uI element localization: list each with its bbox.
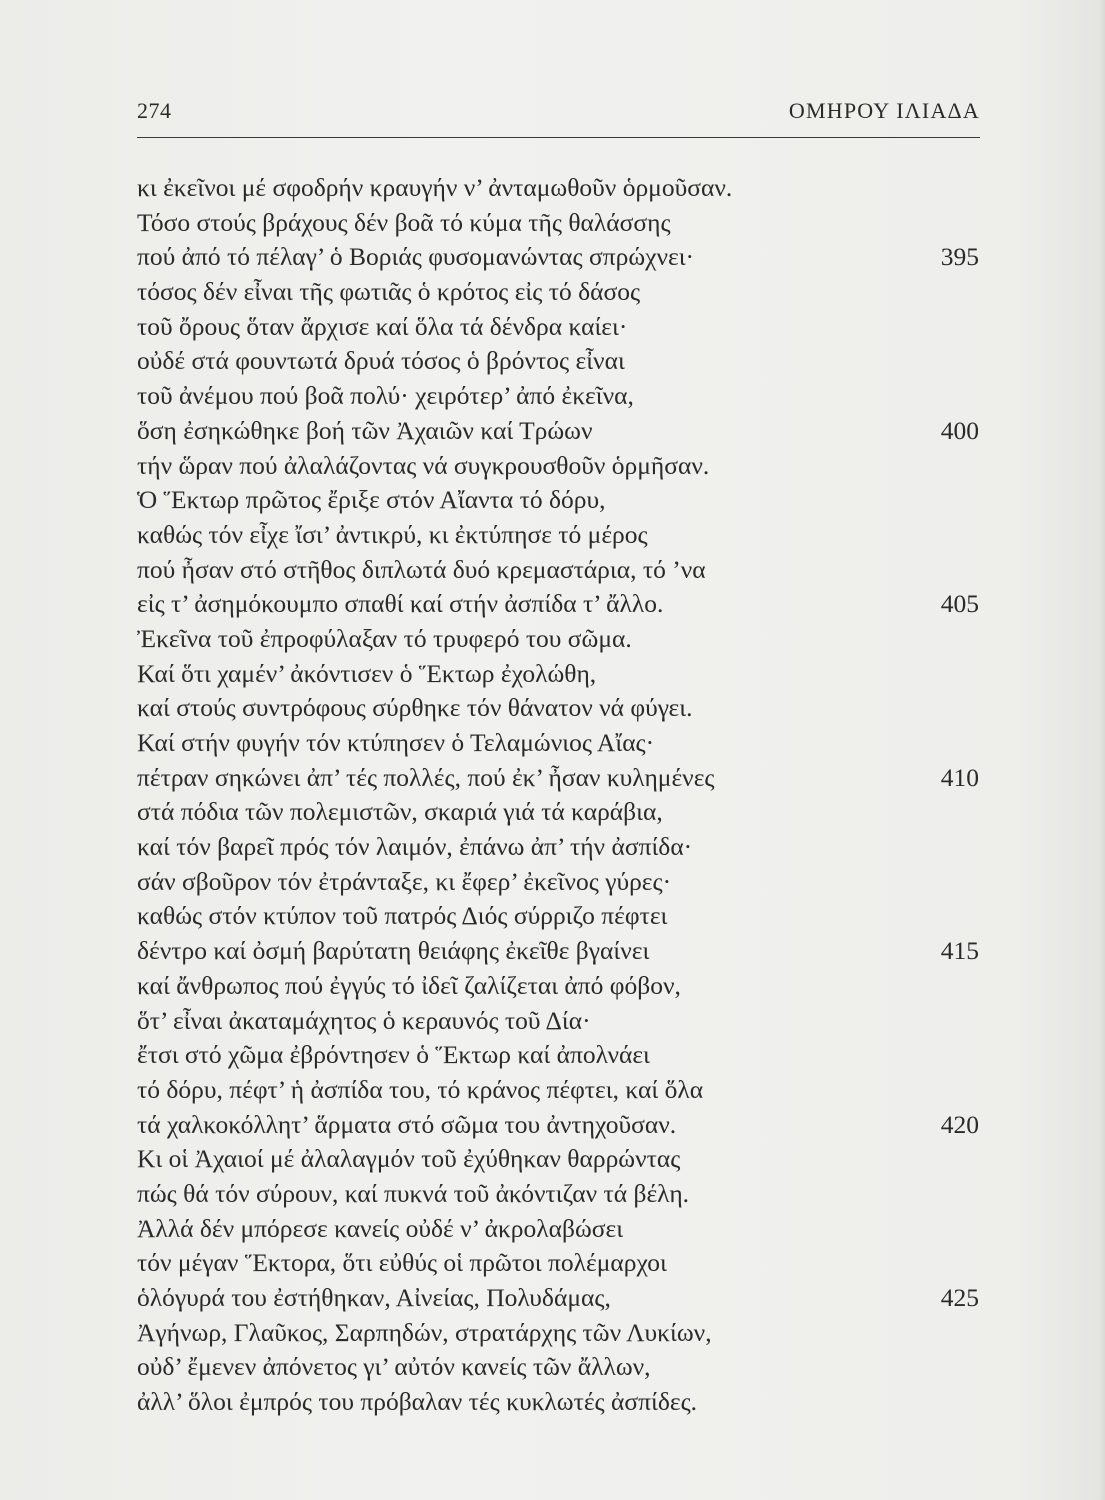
page-header	[137, 98, 980, 134]
verse-line	[137, 795, 987, 830]
verse-text: τοῦ ὄρους ὅταν ἄρχισε καί ὅλα τά δένδρα καίει·	[137, 311, 628, 341]
verse-text: Κι οἱ Ἀχαιοί μέ ἀλαλαγμόν τοῦ ἐχύθηκαν θαρρώντας	[137, 1144, 681, 1174]
line-number: 425	[940, 1283, 979, 1312]
verse-line	[137, 344, 987, 379]
verse-text: κι ἐκεῖνοι μέ σφοδρήν κραυγήν ν’ ἀνταμωθοῦν ὁρμοῦσαν.	[137, 173, 733, 202]
verse-text: τόσος δέν εἶναι τῆς φωτιᾶς ὁ κρότος εἰς τό δάσος	[137, 277, 641, 307]
line-number: 410	[940, 762, 979, 792]
verse-line	[137, 553, 987, 588]
line-number: 415	[940, 936, 979, 966]
verse-line	[137, 899, 987, 934]
verse-line	[137, 761, 987, 796]
verse-text: Ἀγήνωρ, Γλαῦκος, Σαρπηδών, στρατάρχης τῶν Λυκίων,	[137, 1317, 712, 1347]
verse-text: τό δόρυ, πέφτ’ ἡ ἀσπίδα του, τό κράνος πέφτει, καί ὅλα	[137, 1074, 704, 1104]
line-number: 400	[940, 415, 979, 445]
verse-text: τόν μέγαν Ἕκτορα, ὅτι εὐθύς οἱ πρῶτοι πολέμαρχοι	[137, 1248, 667, 1278]
verse-text: τά χαλκοκόλλητ’ ἅρματα στό σῶμα του ἀντηχοῦσαν.	[137, 1109, 677, 1139]
verse-text: ὅση ἐσηκώθηκε βοή τῶν Ἀχαιῶν καί Τρώων	[137, 415, 593, 445]
verse-text: οὐδ’ ἔμενεν ἀπόνετος γι’ αὐτόν κανείς τῶν ἄλλων,	[137, 1352, 651, 1382]
page-edge-shadow	[1099, 0, 1105, 1500]
verse-text: ἀλλ’ ὅλοι ἐμπρός του πρόβαλαν τές κυκλωτές ἀσπίδες.	[137, 1387, 698, 1417]
verse-line	[137, 240, 987, 275]
verse-text: ὅτ’ εἶναι ἀκαταμάχητος ὁ κεραυνός τοῦ Δία·	[137, 1005, 591, 1035]
verse-line	[137, 1350, 987, 1385]
verse-line	[137, 1177, 987, 1212]
verse-line	[137, 830, 987, 865]
verse-text: τήν ὥραν πού ἀλαλάζοντας νά συγκρουσθοῦν ὁρμῆσαν.	[137, 450, 710, 480]
verse-line	[137, 1212, 987, 1247]
header-rule	[137, 137, 980, 138]
verse-text: οὐδέ στά φουντωτά δρυά τόσος ὁ βρόντος εἶναι	[137, 346, 625, 376]
verse-line	[137, 275, 987, 310]
line-number: 420	[940, 1109, 979, 1139]
verse-line	[137, 622, 987, 657]
verse-line	[137, 1142, 987, 1177]
verse-line	[137, 691, 987, 726]
verse-line	[137, 1316, 987, 1351]
verse-text: καθώς στόν κτύπον τοῦ πατρός Διός σύρριζο πέφτει	[137, 901, 668, 931]
verse-line	[137, 449, 987, 484]
verse-text: καί στούς συντρόφους σύρθηκε τόν θάνατον νά φύγει.	[137, 693, 693, 723]
page-number: 274	[137, 98, 172, 123]
verse-line	[137, 310, 987, 345]
line-number: 395	[940, 242, 979, 272]
verse-text: καθώς τόν εἶχε ἴσι’ ἀντικρύ, κι ἐκτύπησε τό μέρος	[137, 519, 648, 549]
verse-text: τοῦ ἀνέμου πού βοᾶ πολύ· χειρότερ’ ἀπό ἐκεῖνα,	[137, 381, 634, 411]
running-title: ΟΜΗΡΟΥ ΙΛΙΑΔΑ	[788, 98, 980, 123]
verse-line	[137, 483, 987, 518]
verse-line	[137, 969, 987, 1004]
verse-line	[137, 206, 987, 241]
verse-text: στά πόδια τῶν πολεμιστῶν, σκαριά γιά τά καράβια,	[137, 797, 663, 827]
verse-line	[137, 1281, 987, 1316]
verse-line	[137, 934, 987, 969]
verse-line	[137, 518, 987, 553]
verse-text: Τόσο στούς βράχους δέν βοᾶ τό κύμα τῆς θαλάσσης	[137, 207, 671, 237]
verse-line	[137, 1385, 987, 1420]
verse-text: Ὁ Ἕκτωρ πρῶτος ἔριξε στόν Αἴαντα τό δόρυ,	[137, 485, 606, 515]
verse-text: σάν σβοῦρον τόν ἐτράνταξε, κι ἔφερ’ ἐκεῖνος γύρες·	[137, 866, 672, 896]
verse-text: Καί ὅτι χαμέν’ ἀκόντισεν ὁ Ἕκτωρ ἐχολώθη,	[137, 658, 597, 688]
verse-line	[137, 1108, 987, 1143]
verse-text: Καί στήν φυγήν τόν κτύπησεν ὁ Τελαμώνιος Αἴας·	[137, 728, 655, 757]
verse-text: ἔτσι στό χῶμα ἐβρόντησεν ὁ Ἕκτωρ καί ἀπολνάει	[137, 1040, 650, 1070]
verse-text: Ἀλλά δέν μπόρεσε κανείς οὐδέ ν’ ἀκρολαβώσει	[137, 1213, 624, 1243]
verse-line	[137, 1038, 987, 1073]
verse-text: πώς θά τόν σύρουν, καί πυκνά τοῦ ἀκόντιζαν τά βέλη.	[137, 1178, 690, 1208]
verse-line	[137, 1246, 987, 1281]
verse-text: καί ἄνθρωπος πού ἐγγύς τό ἰδεῖ ζαλίζεται ἀπό φόβον,	[137, 970, 681, 1000]
verse-line	[137, 726, 987, 761]
line-number: 405	[940, 589, 979, 619]
verse-list	[137, 171, 987, 1420]
verse-text: πέτραν σηκώνει ἀπ’ τές πολλές, πού ἐκ’ ἦσαν κυλημένες	[137, 762, 715, 792]
verse-line	[137, 379, 987, 414]
verse-text: καί τόν βαρεῖ πρός τόν λαιμόν, ἐπάνω ἀπ’ τήν ἀσπίδα·	[137, 832, 693, 862]
verse-text: Ἐκεῖνα τοῦ ἐπροφύλαξαν τό τρυφερό του σῶμα.	[137, 623, 632, 653]
verse-line	[137, 1004, 987, 1039]
verse-text: ὁλόγυρά του ἐστήθηκαν, Αἰνείας, Πολυδάμας,	[137, 1283, 611, 1312]
verse-text: πού ἦσαν στό στῆθος διπλωτά δυό κρεμαστάρια, τό ’να	[137, 554, 706, 584]
verse-line	[137, 865, 987, 900]
verse-line	[137, 171, 987, 206]
verse-text: εἰς τ’ ἀσημόκουμπο σπαθί καί στήν ἀσπίδα τ’ ἄλλο.	[137, 589, 664, 619]
verse-text: δέντρο καί ὀσμή βαρύτατη θειάφης ἐκεῖθε βγαίνει	[137, 936, 650, 966]
verse-line	[137, 1073, 987, 1108]
verse-text: πού ἀπό τό πέλαγ’ ὁ Βοριάς φυσομανώντας σπρώχνει·	[137, 242, 695, 272]
verse-line	[137, 414, 987, 449]
verse-line	[137, 587, 987, 622]
verse-line	[137, 657, 987, 692]
